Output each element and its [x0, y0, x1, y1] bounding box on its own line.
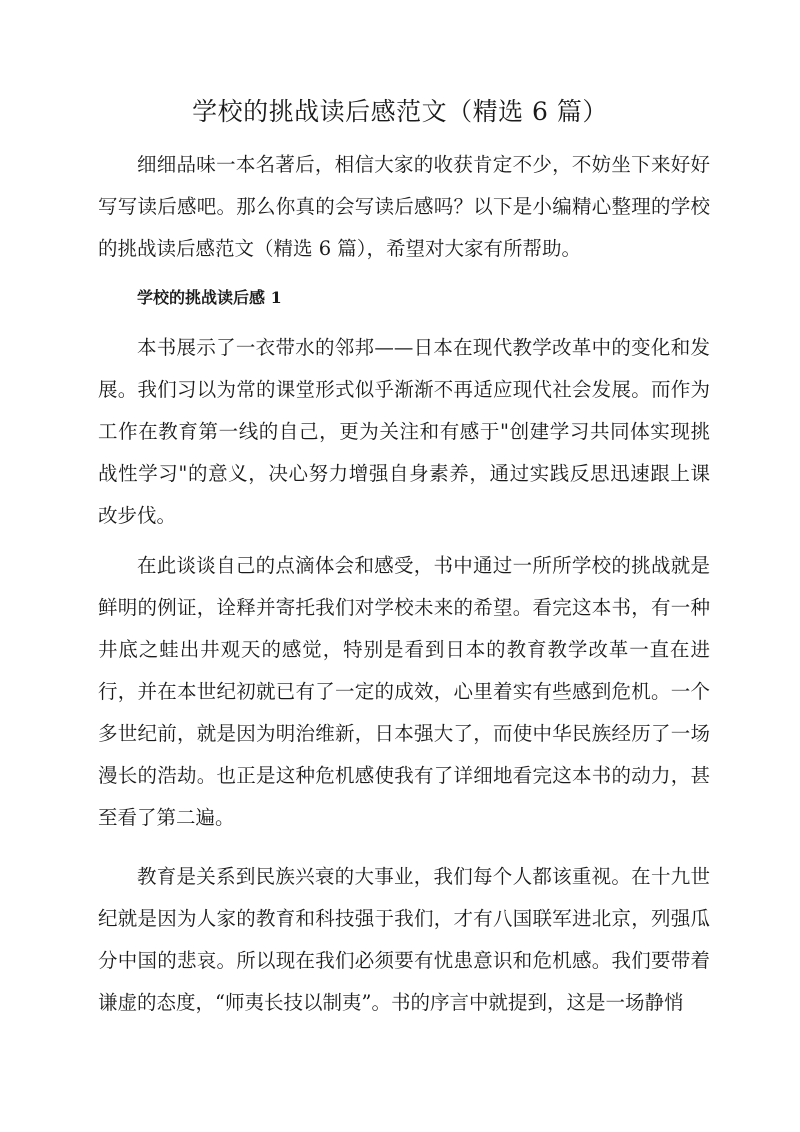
- body-paragraph-3: 教育是关系到民族兴衰的大事业，我们每个人都该重视。在十九世纪就是因为人家的教育和科技强于我们，才有八国联军进北京，列强瓜分中国的悲哀。所以现在我们必须要有忧患意识和危机感。我们要带着谦虚的态度，“师夷长技以制夷”。书的序言中就提到，这是一场静悄: [98, 865, 710, 1014]
- body-paragraph-2: 在此谈谈自己的点滴体会和感受，书中通过一所所学校的挑战就是鲜明的例证，诠释并寄托我们对学校未来的希望。看完这本书，有一种井底之蛙出井观天的感觉，特别是看到日本的教育教学改革一直在进行，并在本世纪初就已有了一定的成效，心里着实有些感到危机。一个多世纪前，就是因为明治维新，日本强大了，而使中华民族经历了一场漫长的浩劫。也正是这种危机感使我有了详细地看完这本书的动力，甚至看了第二遍。: [98, 554, 710, 829]
- body-paragraph-1: 本书展示了一衣带水的邻邦——日本在现代教学改革中的变化和发展。我们习以为常的课堂形式似乎渐渐不再适应现代社会发展。而作为工作在教育第一线的自己，更为关注和有感于"创建学习共同体实现挑战性学习"的意义，决心努力增强自身素养，通过实践反思迅速跟上课改步伐。: [98, 336, 710, 527]
- document-title: 学校的挑战读后感范文（精选 6 篇）: [192, 97, 608, 126]
- section-heading: 学校的挑战读后感 1: [137, 288, 282, 307]
- intro-paragraph: 细细品味一本名著后，相信大家的收获肯定不少，不妨坐下来好好写写读后感吧。那么你真的会写读后感吗？以下是小编精心整理的学校的挑战读后感范文（精选 6 篇），希望对大家有所帮助。: [98, 153, 710, 260]
